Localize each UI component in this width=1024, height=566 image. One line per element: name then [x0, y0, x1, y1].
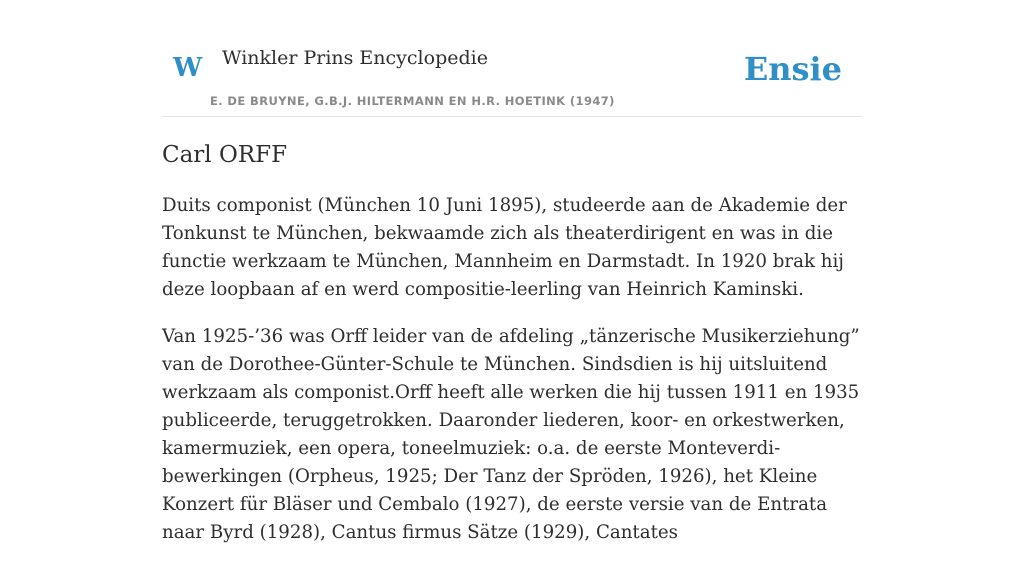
ensie-logo[interactable]: Ensie	[743, 50, 842, 88]
article-paragraph: Van 1925-’36 was Orff leider van de afdeling „tänzerische Musikerziehung” van de Dorothee-Günter-Schule te München. Sindsdien is hij uitsluitend werkzaam als componist.Orff heeft alle werken die hij tussen 1911 en 1935 publiceerde, teruggetrokken. Daaronder liederen, koor- en orkestwerken, kamermuziek, een opera, toneelmuziek: o.a. de eerste Monteverdi-bewerkingen (Orpheus, 1925; Der Tanz der Spröden, 1926), het Kleine Konzert für Bläser und Cembalo (1927), de eerste versie van de Entrata naar Byrd (1928), Cantus firmus Sätze (1929), Cantates	[162, 326, 860, 543]
source-title[interactable]: Winkler Prins Encyclopedie	[222, 47, 488, 69]
source-header	[162, 0, 862, 117]
page	[162, 0, 862, 543]
article-title: Carl ORFF	[162, 142, 288, 168]
article-body	[162, 192, 866, 566]
article-paragraph: Duits componist (München 10 Juni 1895), studeerde aan de Akademie der Tonkunst te München, bekwaamde zich als theaterdirigent en was in die functie werkzaam te München, Mannheim en Darmstadt. In 1920 brak hij deze loopbaan af en werd compositie-leerling van Heinrich Kaminski.	[162, 195, 847, 300]
source-logo[interactable]: W	[173, 53, 203, 83]
source-authors: E. DE BRUYNE, G.B.J. HILTERMANN EN H.R. HOETINK (1947)	[210, 94, 615, 108]
